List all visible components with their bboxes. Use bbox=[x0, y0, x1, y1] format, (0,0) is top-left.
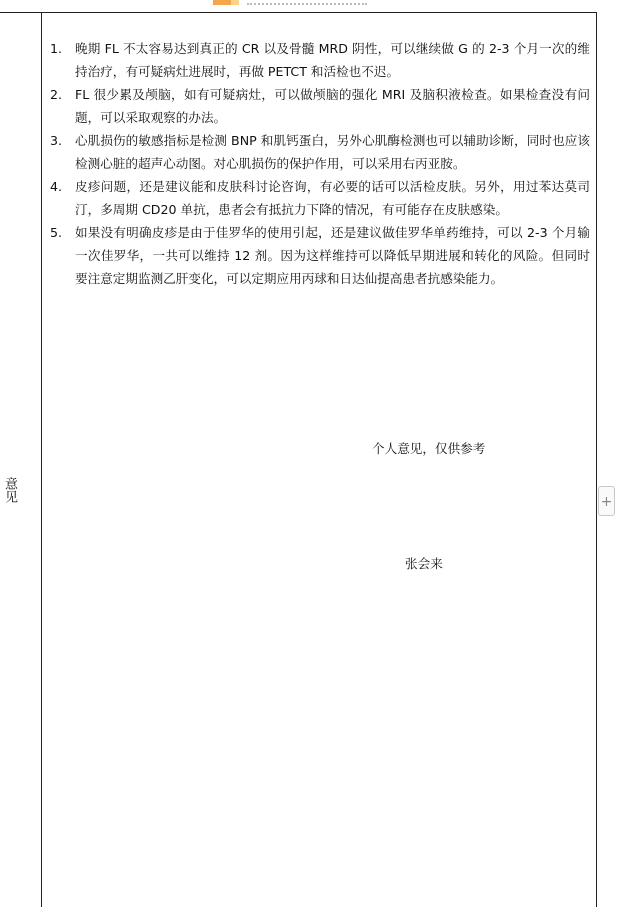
label-column bbox=[0, 13, 42, 907]
list-item bbox=[48, 83, 590, 129]
logo-mark-accent bbox=[231, 0, 239, 5]
item-number: 2. bbox=[50, 87, 63, 102]
item-number: 1. bbox=[50, 41, 63, 56]
item-text: 皮疹问题，还是建议能和皮肤科讨论咨询，有必要的话可以活检皮肤。另外，用过苯达莫司汀，多周期 CD20 单抗，患者会有抵抗力下降的情况，有可能存在皮肤感染。 bbox=[75, 179, 590, 217]
item-number: 3. bbox=[50, 133, 63, 148]
signature-name: 张会来 bbox=[405, 556, 443, 571]
disclaimer-note: 个人意见，仅供参考 bbox=[372, 441, 486, 456]
logo-text-fragment bbox=[247, 0, 367, 5]
list-item bbox=[48, 129, 590, 175]
item-text: 晚期 FL 不太容易达到真正的 CR 以及骨髓 MRD 阴性，可以继续做 G 的 2-3 个月一次的维持治疗，有可疑病灶进展时，再做 PETCT 和活检也不迟。 bbox=[75, 41, 590, 79]
table-right-border bbox=[596, 13, 597, 907]
list-item bbox=[48, 175, 590, 221]
item-text: 心肌损伤的敏感指标是检测 BNP 和肌钙蛋白，另外心肌酶检测也可以辅助诊断，同时也应该检测心脏的超声心动图。对心肌损伤的保护作用，可以采用右丙亚胺。 bbox=[75, 133, 590, 171]
opinion-list bbox=[48, 37, 590, 290]
document-page bbox=[0, 12, 597, 907]
item-number: 5. bbox=[50, 225, 63, 240]
item-number: 4. bbox=[50, 179, 63, 194]
list-item bbox=[48, 221, 590, 290]
logo-mark bbox=[213, 0, 231, 5]
row-label: 意见 bbox=[2, 477, 17, 503]
item-text: 如果没有明确皮疹是由于佳罗华的使用引起，还是建议做佳罗华单药维持，可以 2-3 个月输一次佳罗华，一共可以维持 12 剂。因为这样维持可以降低早期进展和转化的风险。但同时要注意定期监测乙肝变化，可以定期应用丙球和日达仙提高患者抗感染能力。 bbox=[75, 225, 590, 286]
expand-plus-button[interactable]: + bbox=[598, 486, 615, 516]
header-logo-fragment bbox=[213, 0, 373, 5]
opinion-content bbox=[48, 37, 590, 290]
item-text: FL 很少累及颅脑，如有可疑病灶，可以做颅脑的强化 MRI 及脑积液检查。如果检查没有问题，可以采取观察的办法。 bbox=[75, 87, 590, 125]
list-item bbox=[48, 37, 590, 83]
